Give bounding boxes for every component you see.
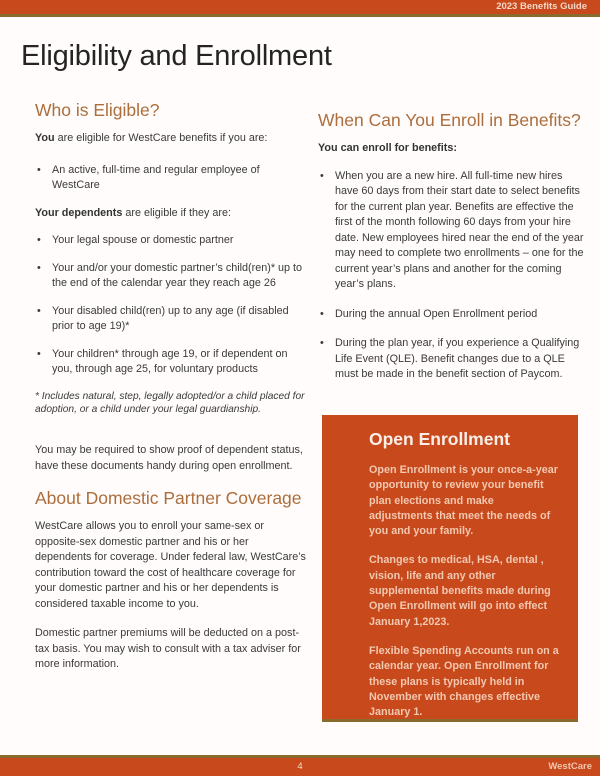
header-guide-title: 2023 Benefits Guide <box>496 1 587 12</box>
page-number: 4 <box>297 761 303 772</box>
dependents-intro <box>35 206 307 222</box>
list-item: • Your legal spouse or domestic partner <box>35 233 307 249</box>
dependent-bullet-list <box>35 233 307 378</box>
intro-rest: are eligible for WestCare benefits if you are: <box>54 132 268 144</box>
when-enroll-heading: When Can You Enroll in Benefits? <box>318 110 581 130</box>
list-item: • Your disabled child(ren) up to any age (if disabled prior to age 19)* <box>35 304 307 335</box>
list-item: • Your and/or your domestic partner’s child(ren)* up to the end of the calendar year they reach age 26 <box>35 261 307 292</box>
who-is-eligible-heading: Who is Eligible? <box>35 100 160 120</box>
employee-bullet-list <box>35 163 307 194</box>
open-enrollment-callout <box>322 415 578 722</box>
list-item: • An active, full-time and regular employee of WestCare <box>35 163 307 194</box>
domestic-partner-paragraph: WestCare allows you to enroll your same-sex or opposite-sex domestic partner and his or her dependents for coverage. Under federal law, WestCare’s contribution toward the cost of healthcare coverage for your domestic partner and his or her dependents is considered taxable income to you. <box>35 520 306 610</box>
open-enrollment-heading: Open Enrollment <box>369 429 510 449</box>
open-enrollment-paragraph: Flexible Spending Accounts run on a calendar year. Open Enrollment for these plans is typically held in November with changes effective January 1. <box>369 644 559 719</box>
eligibility-intro <box>35 131 307 147</box>
dependents-footnote: * Includes natural, step, legally adopted/or a child placed for adoption, or a child under your legal guardianship. <box>35 390 305 416</box>
dependents-bold-lead: Your dependents <box>35 206 123 219</box>
footer-brand: WestCare <box>548 761 592 772</box>
list-item: • When you are a new hire. All full-time new hires have 60 days from their start date to select benefits for the current plan year. Benefits are effective the first of the month following 60 days from your hire date. New employees hired near the end of the year may need to complete two enrollments – one for the current year’s plans and another for the coming year’s plans. <box>318 169 588 293</box>
header-bar <box>0 0 600 14</box>
enroll-intro: You can enroll for benefits: <box>318 142 457 154</box>
intro-bold-lead: You <box>35 132 55 144</box>
list-item: • Your children* through age 19, or if dependent on you, through age 25, for voluntary products <box>35 347 307 378</box>
list-item: • During the plan year, if you experience a Qualifying Life Event (QLE). Benefit changes due to a QLE must be made in the benefit section of Paycom. <box>318 336 588 383</box>
dependents-rest: are eligible if they are: <box>122 206 232 219</box>
header-accent-line <box>0 14 600 17</box>
right-column <box>318 110 588 395</box>
footer-bar <box>0 758 600 776</box>
open-enrollment-paragraph: Open Enrollment is your once-a-year opportunity to review your benefit plan elections and make adjustments that meet the needs of you and your family. <box>369 464 558 538</box>
domestic-partner-paragraph: Domestic partner premiums will be deducted on a post-tax basis. You may wish to consult with a tax adviser for more information. <box>35 627 301 671</box>
proof-of-status-note: You may be required to show proof of dependent status, have these documents handy during open enrollment. <box>35 444 303 472</box>
page-title: Eligibility and Enrollment <box>21 40 332 72</box>
left-column <box>35 100 307 673</box>
list-item: • During the annual Open Enrollment period <box>318 307 588 323</box>
domestic-partner-heading: About Domestic Partner Coverage <box>35 488 302 509</box>
enroll-bullet-list <box>318 169 588 383</box>
open-enrollment-paragraph: Changes to medical, HSA, dental , vision, life and any other supplemental benefits made during Open Enrollment will go into effect January 1,2023. <box>369 554 551 628</box>
